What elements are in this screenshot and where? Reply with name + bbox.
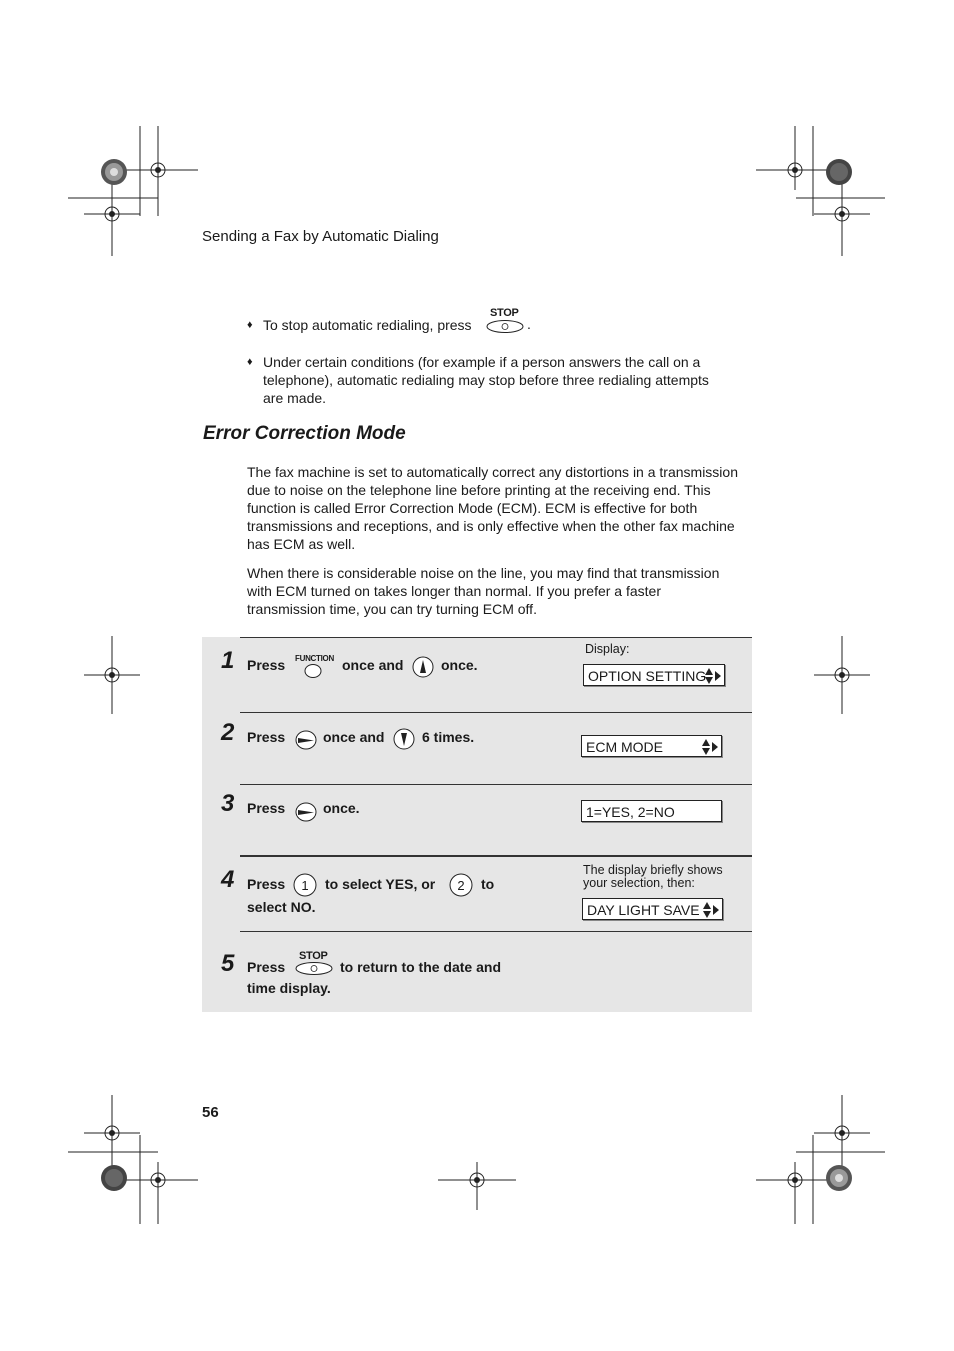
stop-key-icon xyxy=(486,320,524,333)
up-arrow-key-icon xyxy=(412,656,434,678)
lcd-display xyxy=(582,898,723,920)
step-number: 5 xyxy=(221,950,235,977)
step-divider xyxy=(240,637,752,638)
step-press: Press xyxy=(247,800,286,816)
step-end: to return to the date and xyxy=(340,959,501,975)
step-divider xyxy=(240,855,752,857)
step-mid: to select YES, or xyxy=(325,876,436,892)
section-title: Error Correction Mode xyxy=(203,423,406,444)
stop-key-icon xyxy=(295,962,333,975)
lcd-text: 1=YES, 2=NO xyxy=(586,804,675,820)
bullet-diamond-icon: ♦ xyxy=(247,356,253,368)
bullet-diamond-icon: ♦ xyxy=(247,319,253,331)
scroll-arrows-icon xyxy=(704,667,722,685)
step-line2: time display. xyxy=(247,980,331,996)
display-caption: your selection, then: xyxy=(583,876,695,890)
step-press: Press xyxy=(247,876,286,892)
bullet-text: To stop automatic redialing, press xyxy=(263,317,472,333)
lcd-display xyxy=(581,800,722,822)
bullet-redial-conditions xyxy=(247,353,727,407)
step-line2: select NO. xyxy=(247,899,316,915)
step-mid: once and xyxy=(323,729,385,745)
scroll-arrows-icon xyxy=(702,901,720,919)
step-press: Press xyxy=(247,729,286,745)
bullet-text: Under certain conditions (for example if a person answers the call on a telephone), automatic redialing may stop before three redialing attempts are made. xyxy=(263,354,709,406)
down-arrow-key-icon xyxy=(393,728,415,750)
scroll-arrows-icon xyxy=(701,738,719,756)
lcd-display xyxy=(583,664,725,686)
step-end: once. xyxy=(441,657,478,673)
page-number: 56 xyxy=(202,1104,219,1121)
step-number: 2 xyxy=(221,719,235,746)
step-mid: once and xyxy=(342,657,404,673)
paragraph-ecm-noise: When there is considerable noise on the line, you may find that transmission with ECM turned on takes longer than normal. If you prefer a faster transmission time, you can try turning ECM off. xyxy=(247,565,720,617)
function-key-label: FUNCTION xyxy=(295,654,334,663)
lcd-text: ECM MODE xyxy=(586,739,663,755)
function-key-icon xyxy=(304,664,322,678)
step-press: Press xyxy=(247,657,286,673)
step-divider xyxy=(240,712,752,713)
step-end: 6 times. xyxy=(422,729,475,745)
step-number: 4 xyxy=(221,866,235,893)
step-press: Press xyxy=(247,959,286,975)
steps-panel xyxy=(202,637,752,1012)
step-number: 1 xyxy=(221,647,235,674)
display-caption: The display briefly shows xyxy=(583,863,723,877)
paragraph-ecm-intro: The fax machine is set to automatically correct any distortions in a transmission due to noise on the telephone line before printing at the receiving end. This function is called Error Correction Mode (ECM). ECM is effective for both transmissions and receptions, and is only effective when the other fax machine has ECM as well. xyxy=(247,464,738,552)
lcd-text: OPTION SETTING xyxy=(588,668,707,684)
step-number: 3 xyxy=(221,790,235,817)
lcd-display xyxy=(581,735,722,757)
right-arrow-key-icon xyxy=(295,730,317,750)
running-header: Sending a Fax by Automatic Dialing xyxy=(202,228,439,245)
display-caption: Display: xyxy=(585,642,630,656)
key-1-label: 1 xyxy=(301,878,309,893)
step-end: to xyxy=(481,876,495,892)
key-2-label: 2 xyxy=(457,878,465,893)
bullet-period: . xyxy=(527,316,531,332)
lcd-text: DAY LIGHT SAVE xyxy=(587,902,700,918)
step-divider xyxy=(240,931,752,932)
right-arrow-key-icon xyxy=(295,802,317,822)
stop-key-label: STOP xyxy=(299,950,328,962)
step-end: once. xyxy=(323,800,360,816)
stop-key-label: STOP xyxy=(490,307,519,319)
step-divider xyxy=(240,784,752,785)
